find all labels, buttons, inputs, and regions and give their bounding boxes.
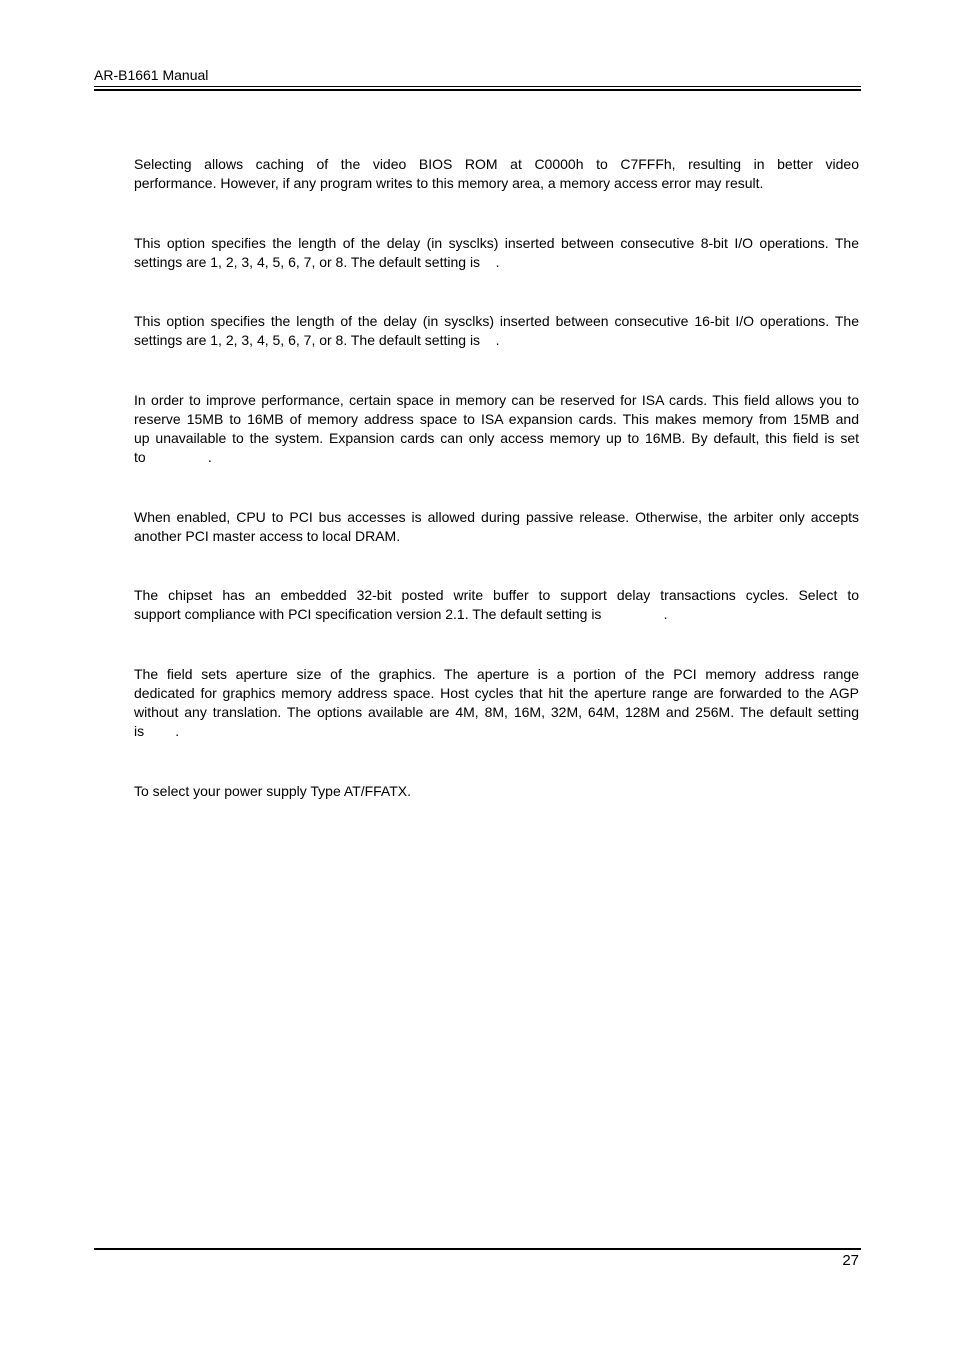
paragraph-line: up unavailable to the system. Expansion cards can only access memory up to 16MB. By default, this field is set (134, 430, 859, 446)
paragraph-memory-hole (134, 391, 859, 467)
paragraph-line: settings are 1, 2, 3, 4, 5, 6, 7, or 8. The default setting is . (134, 254, 500, 270)
paragraph-line: settings are 1, 2, 3, 4, 5, 6, 7, or 8. The default setting is . (134, 332, 500, 348)
paragraph-16bit-io-recovery (134, 312, 859, 350)
paragraph-line: another PCI master access to local DRAM. (134, 528, 401, 544)
header-rule-thin (94, 86, 861, 87)
header-rule-thick (94, 89, 861, 91)
paragraph-line: To select your power supply Type AT/FFATX. (134, 783, 412, 799)
paragraph-line: to . (134, 449, 212, 465)
paragraph-line: is . (134, 723, 180, 739)
paragraph-video-bios-cacheable (134, 155, 859, 193)
paragraph-line: without any translation. The options available are 4M, 8M, 16M, 32M, 64M, 128M and 256M. The default setting (134, 704, 859, 720)
paragraph-aperture-size (134, 665, 859, 741)
page-header-title: AR-B1661 Manual (94, 67, 209, 83)
paragraph-8bit-io-recovery (134, 234, 859, 272)
paragraph-line: The chipset has an embedded 32-bit posted write buffer to support delay transactions cycles. Select to (134, 587, 859, 603)
paragraph-power-supply-type (134, 782, 859, 801)
paragraph-line: This option specifies the length of the delay (in sysclks) inserted between consecutive 16-bit I/O operations. The (134, 313, 859, 329)
paragraph-line: When enabled, CPU to PCI bus accesses is allowed during passive release. Otherwise, the arbiter only accepts (134, 509, 859, 525)
page-number: 27 (842, 1252, 859, 1269)
paragraph-line: support compliance with PCI specification version 2.1. The default setting is . (134, 606, 668, 622)
paragraph-line: In order to improve performance, certain space in memory can be reserved for ISA cards. This field allows you to (134, 392, 859, 408)
paragraph-line: dedicated for graphics memory address space. Host cycles that hit the aperture range are forwarded to the AGP (134, 685, 859, 701)
paragraph-line: reserve 15MB to 16MB of memory address space to ISA expansion cards. This makes memory from 15MB and (134, 411, 859, 427)
paragraph-delayed-transaction (134, 586, 859, 624)
paragraph-passive-release (134, 508, 859, 546)
paragraph-line: This option specifies the length of the delay (in sysclks) inserted between consecutive 8-bit I/O operations. The (134, 235, 859, 251)
paragraph-line: performance. However, if any program writes to this memory area, a memory access error may result. (134, 175, 764, 191)
paragraph-line: The field sets aperture size of the graphics. The aperture is a portion of the PCI memory address range (134, 666, 859, 682)
paragraph-line: Selecting allows caching of the video BIOS ROM at C0000h to C7FFFh, resulting in better video (134, 156, 859, 172)
footer-rule (94, 1248, 861, 1250)
